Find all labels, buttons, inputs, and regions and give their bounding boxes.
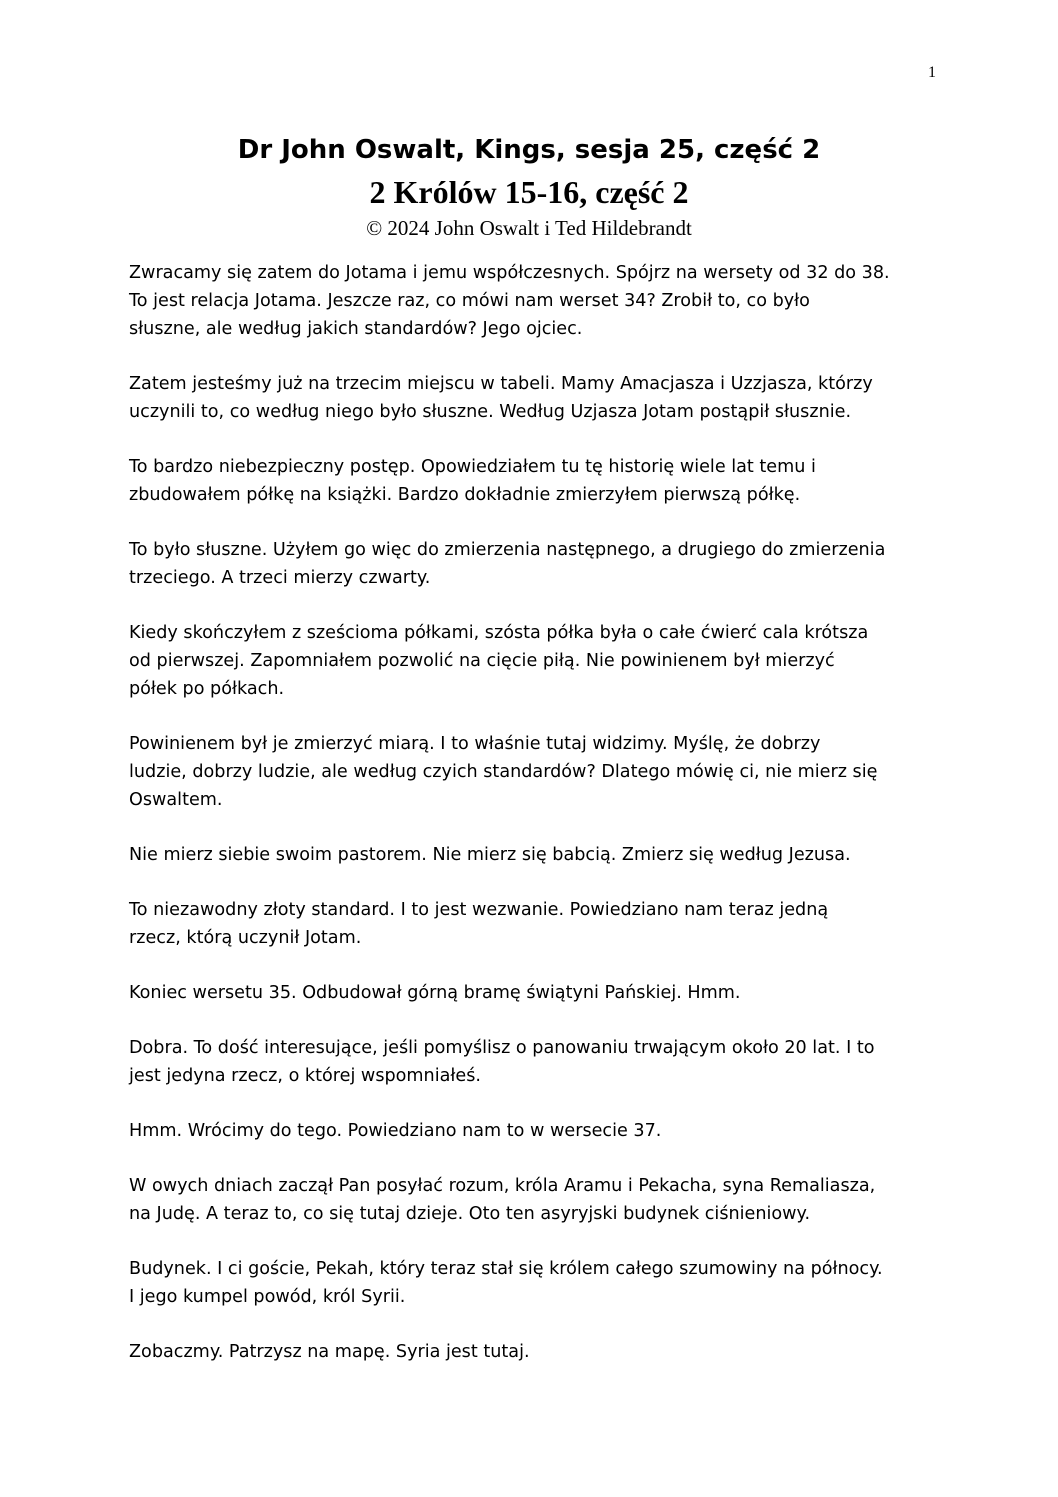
paragraph-line: słuszne, ale według jakich standardów? Jego ojciec. [129, 319, 583, 339]
paragraph-line: To było słuszne. Użyłem go więc do zmierzenia następnego, a drugiego do zmierzenia [129, 540, 886, 560]
paragraph [129, 1117, 941, 1145]
document-subtitle: 2 Królów 15-16, część 2 [369, 174, 689, 210]
paragraph [129, 1034, 941, 1090]
paragraph [129, 536, 941, 592]
paragraph [129, 730, 941, 814]
paragraph-line: Koniec wersetu 35. Odbudował górną bramę świątyni Pańskiej. Hmm. [129, 983, 741, 1003]
paragraph-line: To jest relacja Jotama. Jeszcze raz, co mówi nam werset 34? Zrobił to, co było [129, 291, 810, 311]
paragraph-line: uczynili to, co według niego było słuszne. Według Uzjasza Jotam postąpił słusznie. [129, 402, 852, 422]
paragraph [129, 896, 941, 952]
paragraph-line: ludzie, dobrzy ludzie, ale według czyich standardów? Dlatego mówię ci, nie mierz się [129, 762, 878, 782]
paragraph-line: To bardzo niebezpieczny postęp. Opowiedziałem tu tę historię wiele lat temu i [129, 457, 816, 477]
paragraph [129, 453, 941, 509]
paragraph-line: Oswaltem. [129, 790, 223, 810]
paragraph [129, 619, 941, 703]
page-number: 1 [928, 64, 936, 81]
paragraph-line: Zwracamy się zatem do Jotama i jemu współczesnych. Spójrz na wersety od 32 do 38. [129, 263, 890, 283]
transcript-body [129, 259, 941, 1393]
paragraph [129, 370, 941, 426]
paragraph-line: rzecz, którą uczynił Jotam. [129, 928, 362, 948]
paragraph-line: Nie mierz siebie swoim pastorem. Nie mierz się babcią. Zmierz się według Jezusa. [129, 845, 851, 865]
paragraph-line: trzeciego. A trzeci mierzy czwarty. [129, 568, 431, 588]
paragraph-line: półek po półkach. [129, 679, 285, 699]
copyright-line: © 2024 John Oswalt i Ted Hildebrandt [366, 216, 692, 240]
paragraph-line: Hmm. Wrócimy do tego. Powiedziano nam to w wersecie 37. [129, 1121, 662, 1141]
paragraph [129, 1255, 941, 1311]
paragraph-line: Dobra. To dość interesujące, jeśli pomyślisz o panowaniu trwającym około 20 lat. I to [129, 1038, 875, 1058]
paragraph-line: Kiedy skończyłem z sześcioma półkami, szósta półka była o całe ćwierć cala krótsza [129, 623, 869, 643]
paragraph [129, 1172, 941, 1228]
paragraph [129, 1338, 941, 1366]
document-title: Dr John Oswalt, Kings, sesja 25, część 2 [237, 135, 821, 165]
paragraph [129, 979, 941, 1007]
paragraph-line: na Judę. A teraz to, co się tutaj dzieje. Oto ten asyryjski budynek ciśnieniowy. [129, 1204, 811, 1224]
paragraph-line: To niezawodny złoty standard. I to jest wezwanie. Powiedziano nam teraz jedną [129, 900, 829, 920]
paragraph-line: I jego kumpel powód, król Syrii. [129, 1287, 406, 1307]
paragraph-line: jest jedyna rzecz, o której wspomniałeś. [129, 1066, 481, 1086]
paragraph-line: Zatem jesteśmy już na trzecim miejscu w tabeli. Mamy Amacjasza i Uzzjasza, którzy [129, 374, 873, 394]
paragraph-line: od pierwszej. Zapomniałem pozwolić na cięcie piłą. Nie powinienem był mierzyć [129, 651, 835, 671]
paragraph-line: W owych dniach zaczął Pan posyłać rozum, króla Aramu i Pekacha, syna Remaliasza, [129, 1176, 876, 1196]
paragraph-line: Zobaczmy. Patrzysz na mapę. Syria jest tutaj. [129, 1342, 530, 1362]
paragraph-line: Powinienem był je zmierzyć miarą. I to właśnie tutaj widzimy. Myślę, że dobrzy [129, 734, 821, 754]
paragraph [129, 259, 941, 343]
paragraph [129, 841, 941, 869]
paragraph-line: zbudowałem półkę na książki. Bardzo dokładnie zmierzyłem pierwszą półkę. [129, 485, 801, 505]
paragraph-line: Budynek. I ci goście, Pekah, który teraz stał się królem całego szumowiny na północy. [129, 1259, 883, 1279]
